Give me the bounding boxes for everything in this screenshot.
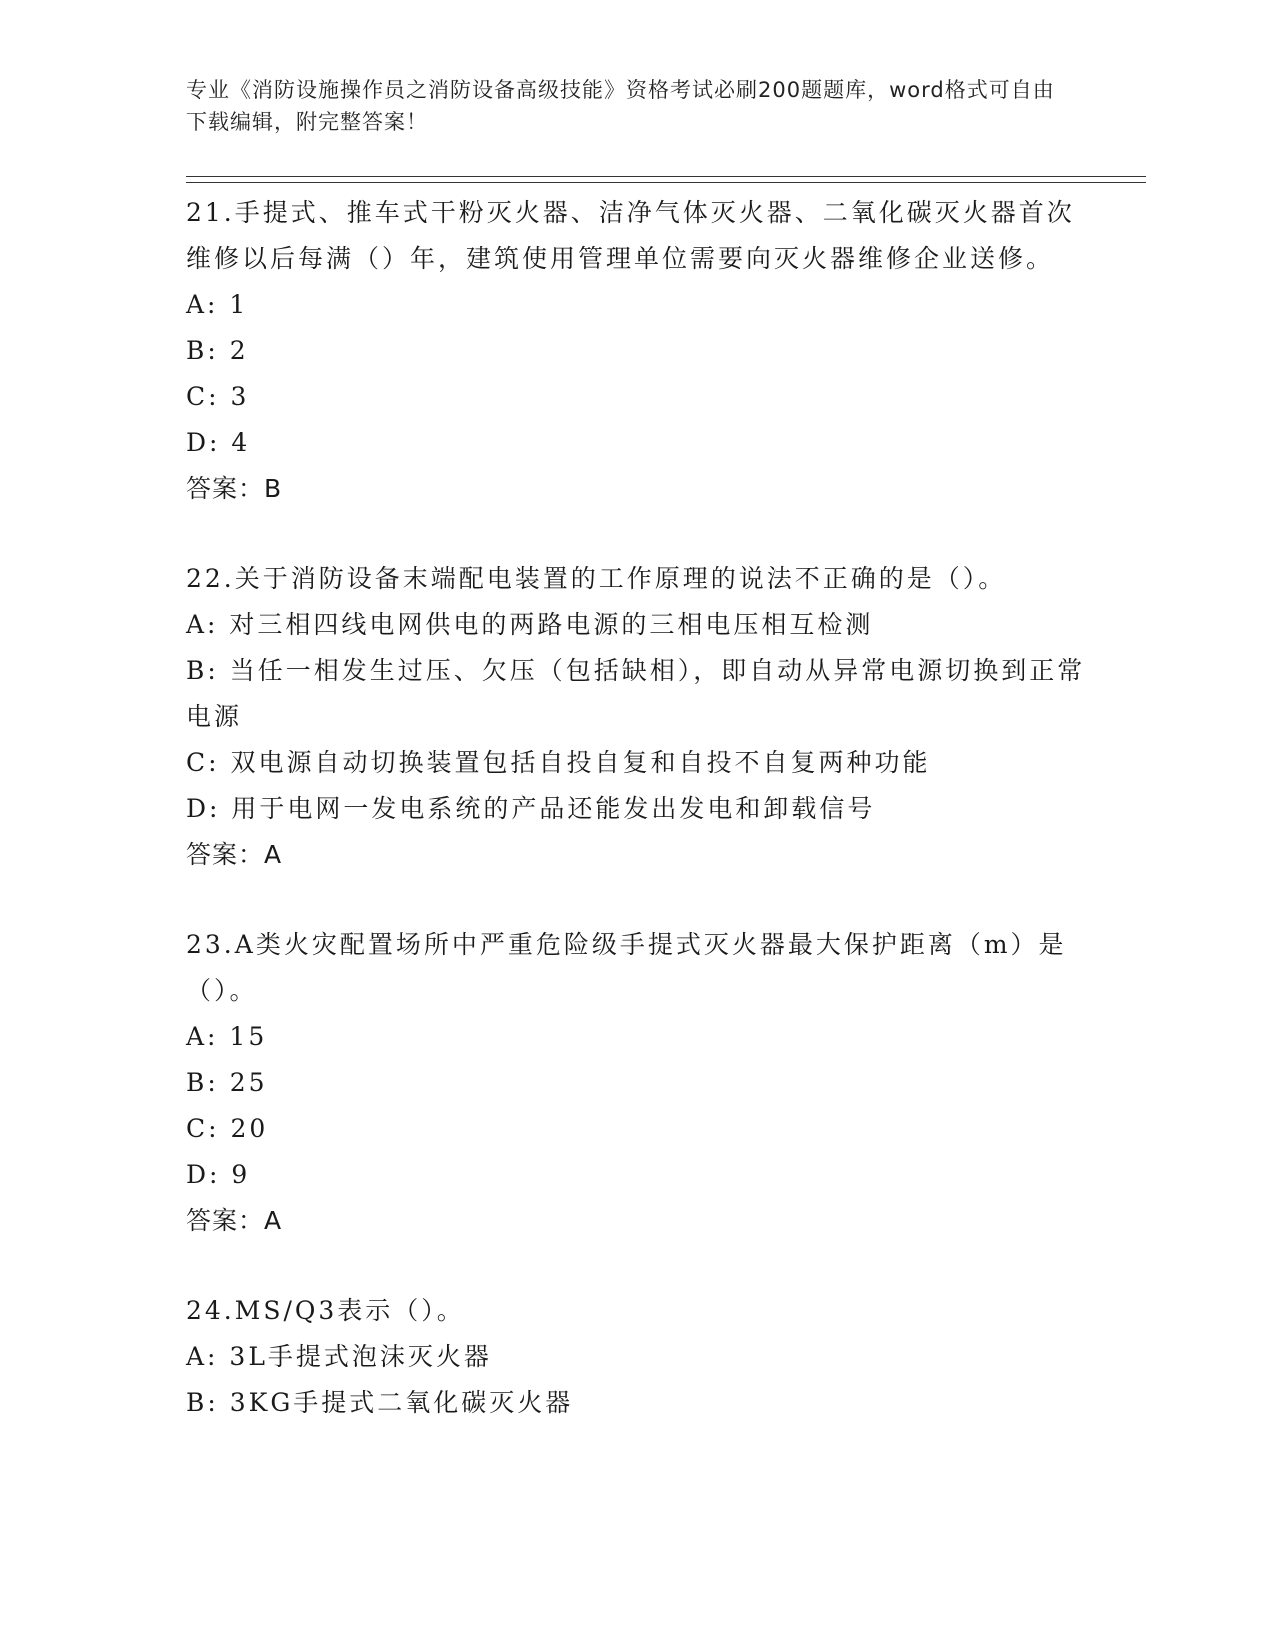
- answer-line: 答案：A: [186, 1206, 283, 1235]
- option-d: D: 4: [186, 428, 251, 457]
- document-header: 专业《消防设施操作员之消防设备高级技能》资格考试必刷200题题库，word格式可自由下载编辑，附完整答案！: [186, 78, 1055, 134]
- header-rule-bottom: [186, 182, 1146, 183]
- question-21: [186, 190, 1086, 512]
- question-list: [186, 190, 1086, 1426]
- option-d: D: 用于电网一发电系统的产品还能发出发电和卸载信号: [186, 794, 876, 823]
- question-gap: [186, 878, 1086, 922]
- option-b: B: 2: [186, 336, 249, 365]
- option-a: A: 3L手提式泡沫灭火器: [186, 1342, 492, 1371]
- option-b: B: 当任一相发生过压、欠压（包括缺相），即自动从异常电源切换到正常电源: [186, 656, 1086, 731]
- question-stem: 21.手提式、推车式干粉灭火器、洁净气体灭火器、二氧化碳灭火器首次维修以后每满（）年，建筑使用管理单位需要向灭火器维修企业送修。: [186, 198, 1075, 273]
- option-c: C: 20: [186, 1114, 269, 1143]
- question-22: [186, 556, 1086, 878]
- option-d: D: 9: [186, 1160, 251, 1189]
- option-a: A: 对三相四线电网供电的两路电源的三相电压相互检测: [186, 610, 874, 639]
- option-c: C: 3: [186, 382, 250, 411]
- option-b: B: 3KG手提式二氧化碳灭火器: [186, 1388, 574, 1417]
- option-c: C: 双电源自动切换装置包括自投自复和自投不自复两种功能: [186, 748, 931, 777]
- option-b: B: 25: [186, 1068, 268, 1097]
- header-rule-top: [186, 176, 1146, 177]
- question-24: [186, 1288, 1086, 1426]
- question-stem: 23.A类火灾配置场所中严重危险级手提式灭火器最大保护距离（m）是（）。: [186, 930, 1067, 1005]
- answer-line: 答案：B: [186, 474, 283, 503]
- question-stem: 24.MS/Q3表示（）。: [186, 1296, 465, 1325]
- answer-line: 答案：A: [186, 840, 283, 869]
- question-gap: [186, 1244, 1086, 1288]
- question-gap: [186, 512, 1086, 556]
- option-a: A: 15: [186, 1022, 268, 1051]
- option-a: A: 1: [186, 290, 249, 319]
- question-stem: 22.关于消防设备末端配电装置的工作原理的说法不正确的是（）。: [186, 564, 1007, 593]
- question-23: [186, 922, 1086, 1244]
